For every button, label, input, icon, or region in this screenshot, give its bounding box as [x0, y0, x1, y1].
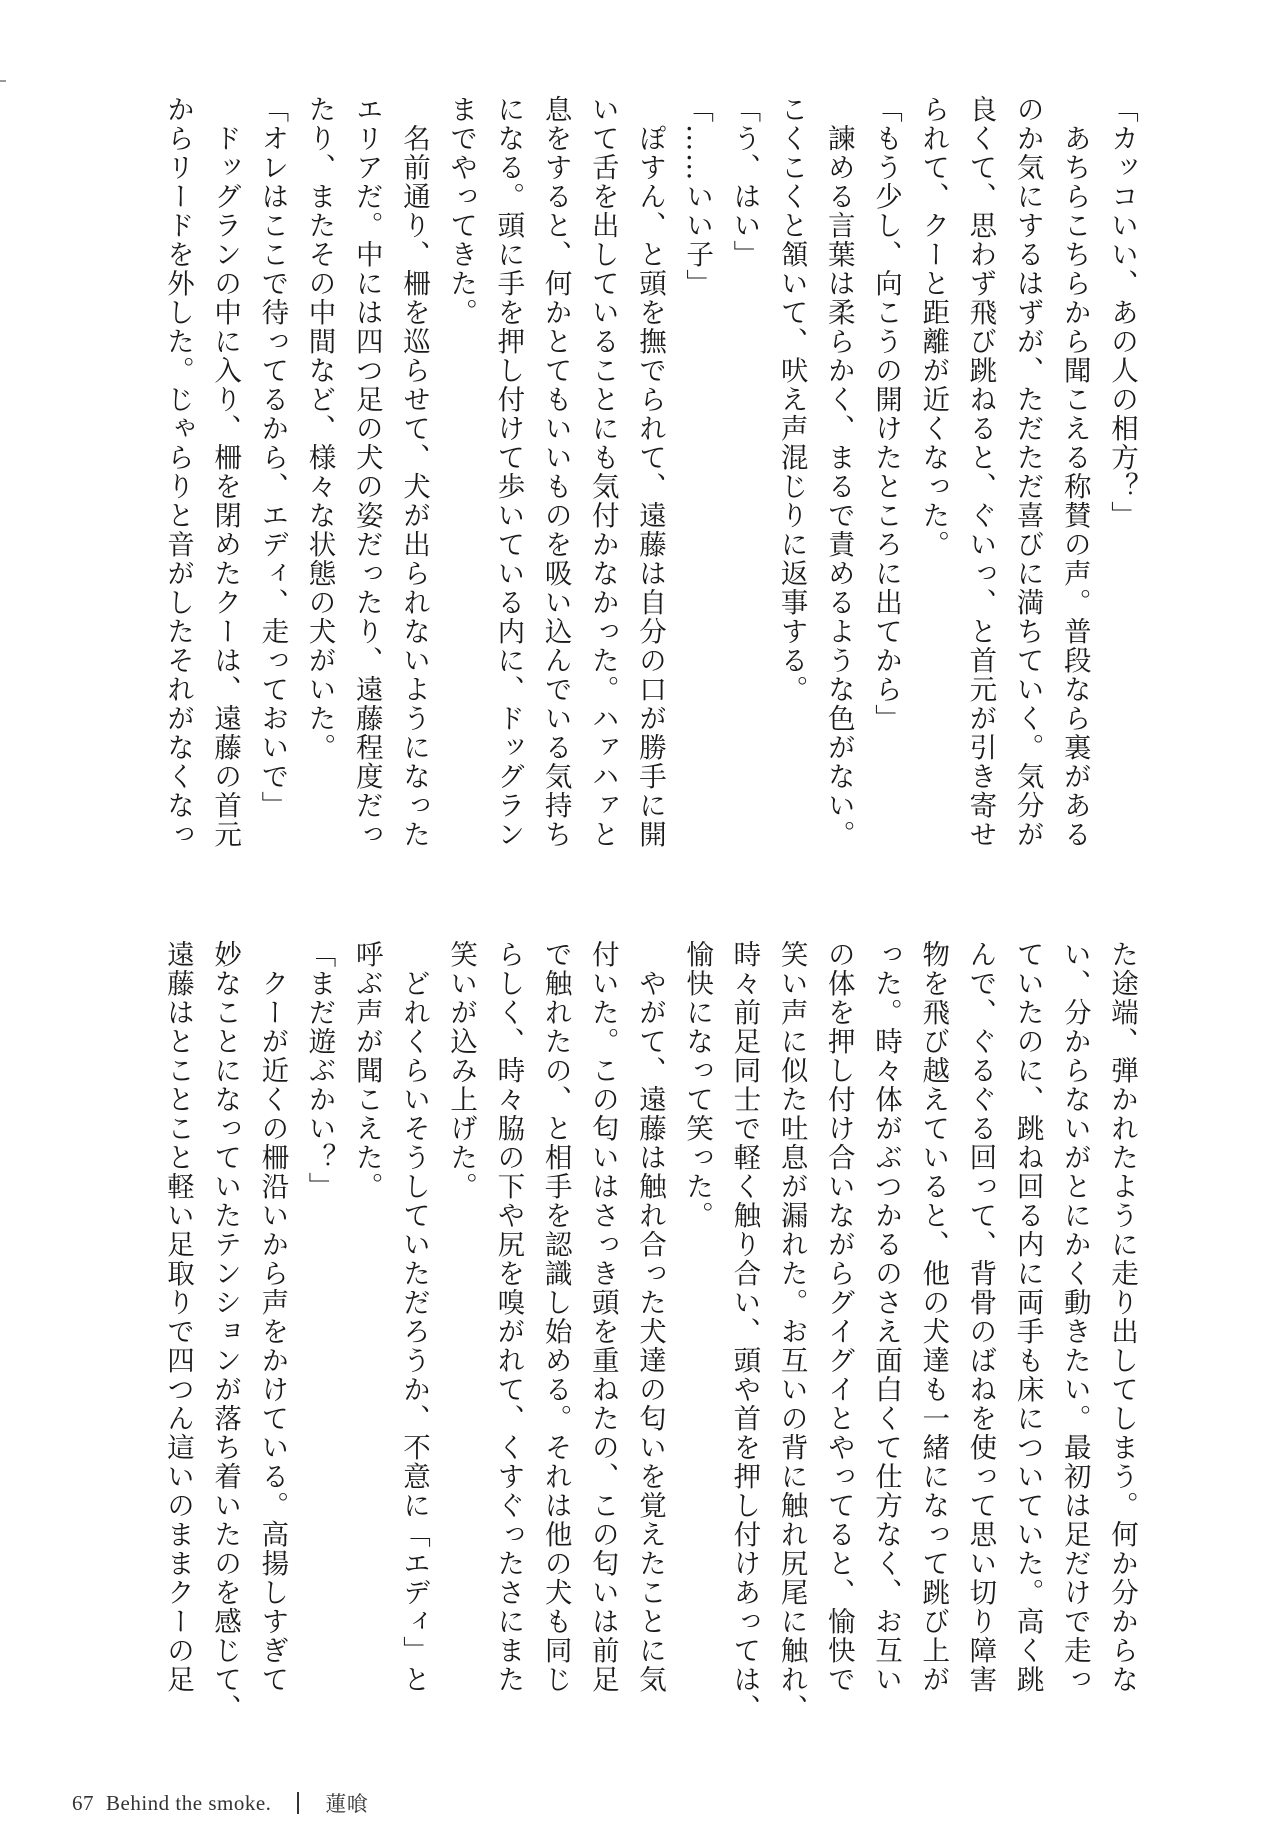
page-footer [72, 1783, 368, 1823]
text-line: 笑い声に似た吐息が漏れた。お互いの背に触れ尻尾に触れ、 [775, 940, 808, 1723]
text-line: いて舌を出していることにも気付かなかった。ハァハァと [586, 95, 619, 849]
edge-mark [0, 80, 6, 82]
text-line: 「もう少し、向こうの開けたところに出てから」 [869, 95, 902, 733]
text-line: 「オレはここで待ってるから、エディ、走っておいで」 [256, 95, 289, 820]
text-line: られて、クーと距離が近くなった。 [917, 95, 950, 559]
footer-separator [297, 1792, 299, 1814]
text-line: 諫める言葉は柔らかく、まるで責めるような色がない。 [822, 95, 855, 849]
text-line: 愉快になって笑った。 [681, 940, 714, 1230]
text-line: んで、ぐるぐる回って、背骨のばねを使って思い切り障害 [964, 940, 997, 1694]
text-line: ていたのに、跳ね回る内に両手も床についていた。高く跳 [1011, 940, 1044, 1694]
text-line: 「……いい子」 [681, 95, 714, 298]
text-line: 「カッコいい、あの人の相方？」 [1106, 95, 1138, 530]
text-line: 付いた。この匂いはさっき頭を重ねたの、この匂いは前足 [586, 940, 619, 1694]
text-line: の体を押し付け合いながらグイグイとやってると、愉快で [822, 940, 855, 1694]
author-name: 蓮喰 [325, 1792, 369, 1816]
text-line: い、分からないがとにかく動きたい。最初は足だけで走っ [1058, 940, 1091, 1694]
book-title: Behind the smoke. [106, 1790, 272, 1815]
text-line: 息をすると、何かとてもいいものを吸い込んでいる気持ち [539, 95, 572, 849]
text-line: ぽすん、と頭を撫でられて、遠藤は自分の口が勝手に開 [633, 95, 666, 849]
text-line: 「う、はい」 [728, 95, 761, 269]
lower-text-block [135, 940, 1145, 1730]
text-line: 時々前足同士で軽く触り合い、頭や首を押し付けあっては、 [728, 940, 761, 1723]
text-line: ドッグランの中に入り、柵を閉めたクーは、遠藤の首元 [209, 95, 242, 849]
text-line: 良くて、思わず飛び跳ねると、ぐいっ、と首元が引き寄せ [964, 95, 997, 849]
text-line: クーが近くの柵沿いから声をかけている。高揚しすぎて [256, 940, 289, 1694]
text-line: た途端、弾かれたように走り出してしまう。何か分からな [1106, 940, 1138, 1694]
text-line: 笑いが込み上げた。 [445, 940, 478, 1201]
text-line: エリアだ。中には四つ足の犬の姿だったり、遠藤程度だっ [350, 95, 383, 849]
text-line: 遠藤はとことこと軽い足取りで四つん這いのままクーの足 [161, 940, 194, 1694]
text-line: やがて、遠藤は触れ合った犬達の匂いを覚えたことに気 [633, 940, 666, 1694]
text-line: 名前通り、柵を巡らせて、犬が出られないようになった [397, 95, 430, 849]
text-line: こくこくと頷いて、吠え声混じりに返事する。 [775, 95, 808, 704]
text-line: たり、またその中間など、様々な状態の犬がいた。 [303, 95, 336, 762]
page-number: 67 [72, 1790, 94, 1815]
text-line: のか気にするはずが、ただただ喜びに満ちていく。気分が [1011, 95, 1044, 849]
text-line: 妙なことになっていたテンションが落ち着いたのを感じて、 [209, 940, 242, 1723]
text-line: らしく、時々脇の下や尻を嗅がれて、くすぐったさにまた [492, 940, 525, 1694]
text-line: った。時々体がぶつかるのさえ面白くて仕方なく、お互い [869, 940, 902, 1694]
text-line: で触れたの、と相手を認識し始める。それは他の犬も同じ [539, 940, 572, 1694]
text-line: になる。頭に手を押し付けて歩いている内に、ドッグラン [492, 95, 525, 849]
text-line: 呼ぶ声が聞こえた。 [350, 940, 383, 1201]
text-line: までやってきた。 [445, 95, 478, 327]
text-line: 物を飛び越えていると、他の犬達も一緒になって跳び上が [917, 940, 950, 1694]
upper-text-block [135, 95, 1145, 885]
text-line: あちらこちらから聞こえる称賛の声。普段なら裏がある [1058, 95, 1091, 849]
text-line: 「まだ遊ぶかい？」 [303, 940, 336, 1201]
text-line: どれくらいそうしていただろうか、不意に「エディ」と [397, 940, 430, 1694]
text-line: からリードを外した。じゃらりと音がしたそれがなくなっ [161, 95, 194, 849]
